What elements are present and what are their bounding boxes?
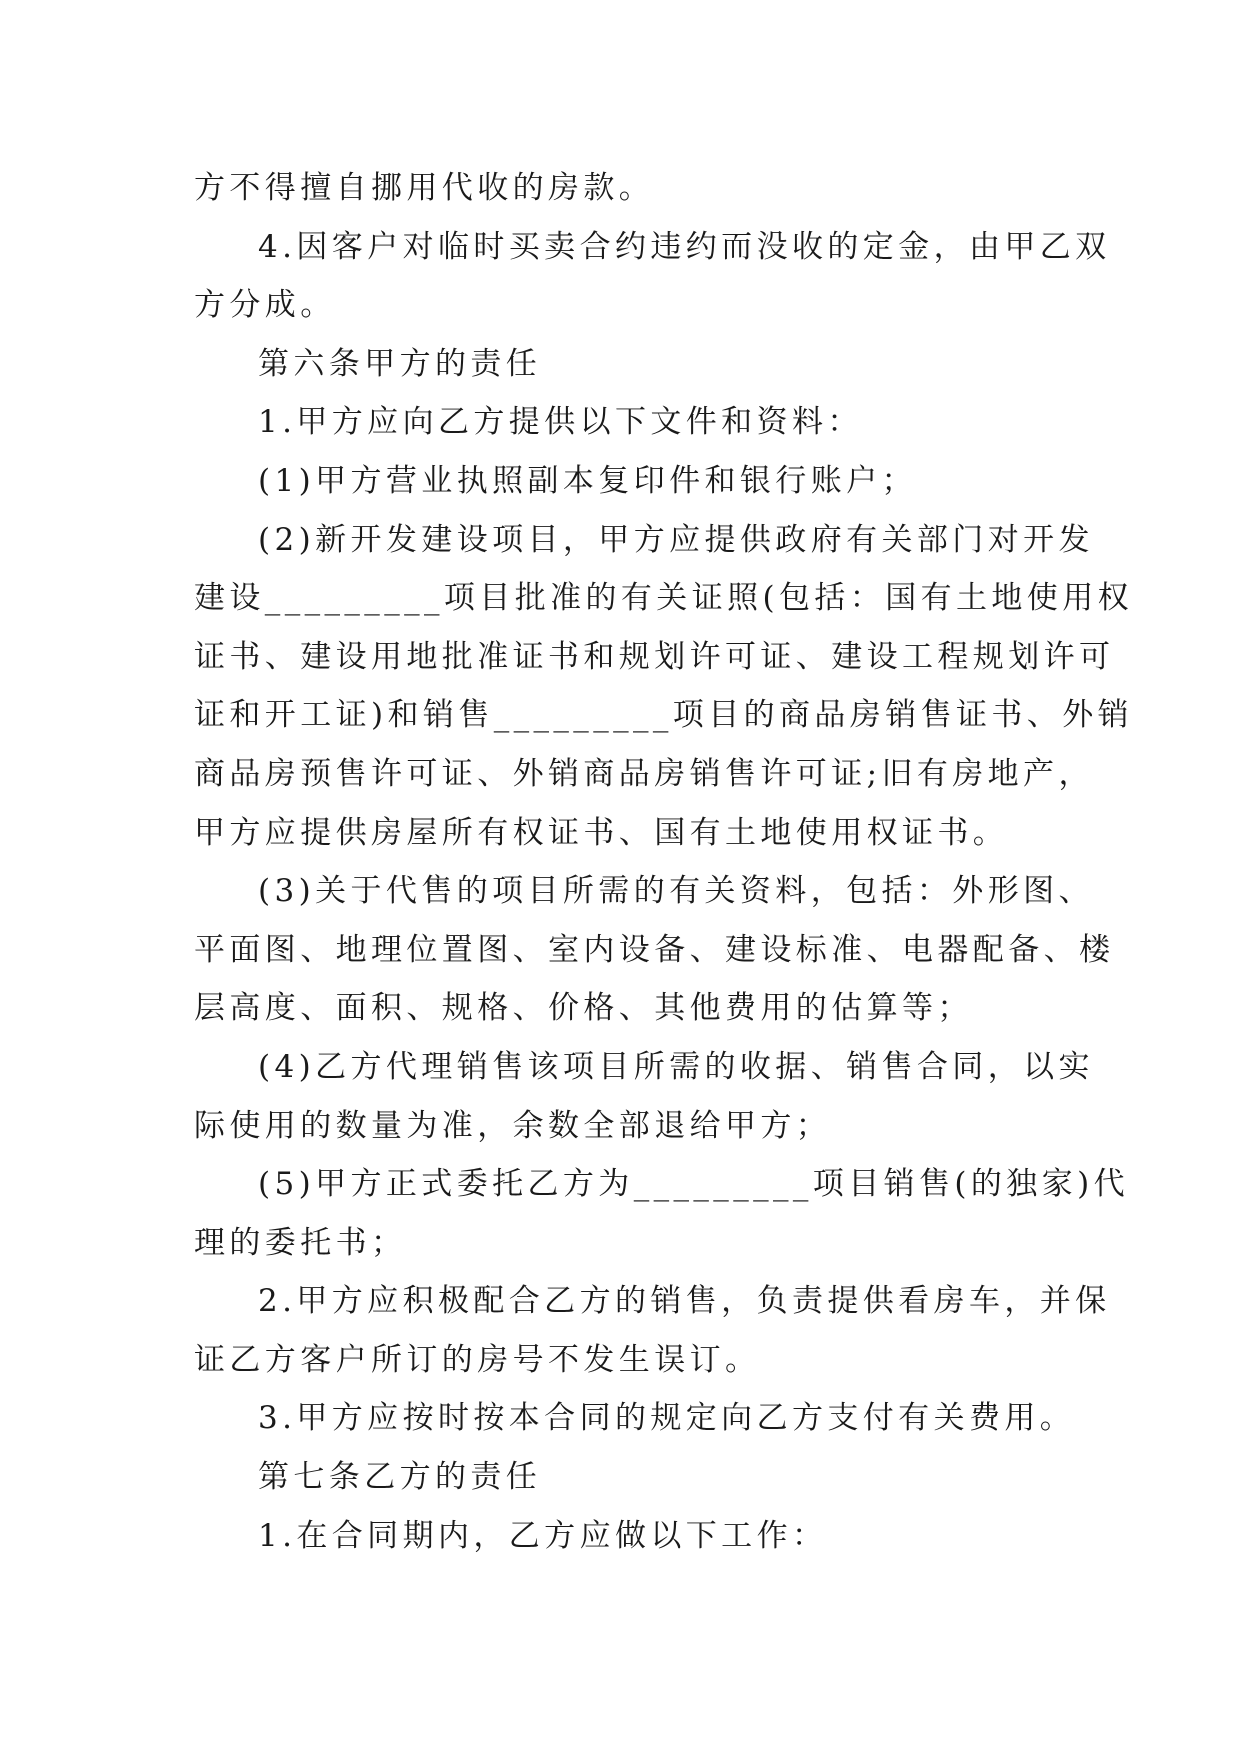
- section-heading: 第七条乙方的责任: [258, 1459, 542, 1496]
- paragraph-line: 1.甲方应向乙方提供以下文件和资料：: [258, 404, 863, 441]
- paragraph-line: 1.在合同期内，乙方应做以下工作：: [258, 1517, 828, 1554]
- document-body: [194, 159, 1133, 1565]
- paragraph-line: 4.因客户对临时买卖合约违约而没收的定金，由甲乙双: [258, 228, 1111, 265]
- text-line: 方不得擅自挪用代收的房款。: [194, 170, 655, 206]
- paragraph-line: (5)甲方正式委托乙方为_________项目销售(的独家)代: [258, 1166, 1129, 1203]
- paragraph-line: (4)乙方代理销售该项目所需的收据、销售合同，以实: [258, 1048, 1094, 1085]
- text-line: 证书、建设用地批准证书和规划许可证、建设工程规划许可: [194, 638, 1115, 675]
- text-line: 方分成。: [194, 287, 336, 324]
- text-line: 证乙方客户所订的房号不发生误订。: [194, 1341, 761, 1378]
- paragraph-line: (1)甲方营业执照副本复印件和银行账户；: [258, 462, 917, 499]
- text-line: 平面图、地理位置图、室内设备、建设标准、电器配备、楼: [194, 931, 1115, 968]
- text-line: 建设_________项目批准的有关证照(包括：国有土地使用权: [194, 580, 1133, 617]
- paragraph-line: 2.甲方应积极配合乙方的销售，负责提供看房车，并保: [258, 1283, 1111, 1320]
- text-line: 理的委托书；: [194, 1224, 407, 1261]
- paragraph-line: (3)关于代售的项目所需的有关资料，包括：外形图、: [258, 873, 1094, 910]
- text-line: 甲方应提供房屋所有权证书、国有土地使用权证书。: [194, 814, 1009, 851]
- text-line: 际使用的数量为准，余数全部退给甲方；: [194, 1107, 832, 1144]
- paragraph-line: 3.甲方应按时按本合同的规定向乙方支付有关费用。: [258, 1400, 1076, 1437]
- paragraph-line: (2)新开发建设项目，甲方应提供政府有关部门对开发: [258, 521, 1094, 558]
- section-heading: 第六条甲方的责任: [258, 345, 542, 382]
- text-line: 证和开工证)和销售_________项目的商品房销售证书、外销: [194, 697, 1133, 734]
- text-line: 层高度、面积、规格、价格、其他费用的估算等；: [194, 990, 973, 1027]
- text-line: 商品房预售许可证、外销商品房销售许可证;旧有房地产，: [194, 755, 1094, 792]
